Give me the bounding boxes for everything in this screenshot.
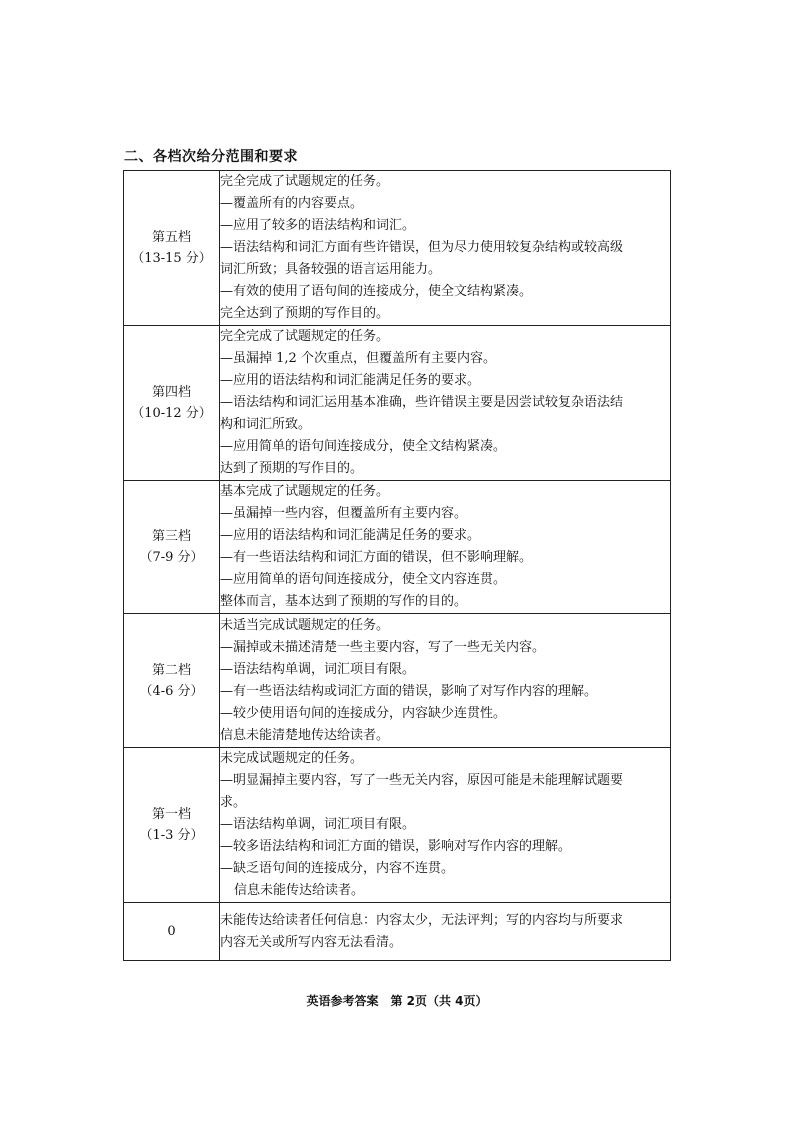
- criteria-cell: [220, 903, 671, 961]
- criteria-line: —有一些语法结构或词汇方面的错误，影响了对写作内容的理解。: [220, 683, 598, 699]
- table-row: [124, 614, 671, 748]
- criteria-line: —应用简单的语句间连接成分，使全文内容连贯。: [220, 572, 507, 587]
- criteria-line: —应用简单的语句间连接成分，使全文结构紧凑。: [220, 439, 507, 454]
- criteria-line: 基本完成了试题规定的任务。: [220, 484, 390, 499]
- criteria-line: 信息未能清楚地传达给读者。: [220, 727, 390, 743]
- criteria-line: 未能传达给读者任何信息：内容太少，无法评判；写的内容均与所要求: [220, 912, 624, 928]
- criteria-line: —语法结构和词汇方面有些许错误，但为尽力使用较复杂结构或较高级: [220, 240, 624, 255]
- level-cell: [124, 326, 220, 481]
- criteria-line: 达到了预期的写作目的。: [220, 461, 364, 476]
- criteria-line: 完全完成了试题规定的任务。: [220, 329, 390, 344]
- level-name: 第二档: [151, 662, 191, 678]
- criteria-line: —语法结构和词汇运用基本准确，些许错误主要是因尝试较复杂语法结: [220, 395, 624, 410]
- score-range: （10-12 分）: [131, 406, 212, 421]
- table-row: [124, 903, 671, 961]
- criteria-cell: [220, 171, 671, 326]
- criteria-line: —较多语法结构和词汇方面的错误，影响对写作内容的理解。: [220, 839, 572, 854]
- criteria-line: 信息未能传达给读者。: [234, 883, 365, 898]
- criteria-line: —覆盖所有的内容要点。: [220, 196, 364, 211]
- criteria-line: —明显漏掉主要内容，写了一些无关内容，原因可能是未能理解试题要: [220, 773, 624, 788]
- level-cell: [124, 481, 220, 614]
- criteria-line: —较少使用语句间的连接成分，内容缺少连贯性。: [220, 705, 507, 721]
- criteria-cell: [220, 481, 671, 614]
- criteria-line: 求。: [220, 795, 247, 810]
- criteria-line: 未适当完成试题规定的任务。: [220, 617, 390, 633]
- score-range: （7-9 分）: [139, 550, 204, 565]
- criteria-line: 整体而言，基本达到了预期的写作的目的。: [220, 594, 468, 609]
- criteria-line: —缺乏语句间的连接成分，内容不连贯。: [220, 861, 455, 876]
- criteria-line: 完全达到了预期的写作目的。: [220, 306, 390, 321]
- criteria-line: —漏掉或未描述清楚一些主要内容，写了一些无关内容。: [220, 639, 546, 655]
- level-cell: [124, 171, 220, 326]
- level-name: 0: [167, 924, 176, 939]
- table-row: [124, 171, 671, 326]
- scoring-table: [123, 170, 671, 961]
- criteria-line: —虽漏掉 1,2 个次重点，但覆盖所有主要内容。: [220, 351, 496, 366]
- criteria-line: —虽漏掉一些内容，但覆盖所有主要内容。: [220, 506, 468, 521]
- criteria-line: —应用的语法结构和词汇能满足任务的要求。: [220, 373, 481, 388]
- criteria-line: —语法结构单调，词汇项目有限。: [220, 661, 416, 677]
- table-row: [124, 326, 671, 481]
- criteria-line: 词汇所致；具备较强的语言运用能力。: [220, 262, 442, 277]
- section-title: 二、各档次给分范围和要求: [124, 149, 298, 165]
- level-name: 第五档: [151, 230, 191, 245]
- criteria-line: —应用了较多的语法结构和词汇。: [220, 218, 416, 233]
- criteria-cell: [220, 748, 671, 903]
- level-name: 第一档: [151, 807, 191, 822]
- criteria-cell: [220, 326, 671, 481]
- table-row: [124, 481, 671, 614]
- score-range: （13-15 分）: [131, 251, 212, 266]
- criteria-line: 内容无关或所写内容无法看清。: [220, 934, 403, 950]
- score-range: （4-6 分）: [139, 683, 204, 699]
- criteria-cell: [220, 614, 671, 748]
- criteria-line: 构和词汇所致。: [220, 417, 312, 432]
- level-cell: [124, 903, 220, 961]
- level-cell: [124, 614, 220, 748]
- level-name: 第三档: [151, 529, 191, 544]
- page-footer: 英语参考答案 第 2页（共 4页）: [306, 994, 488, 1008]
- criteria-line: —应用的语法结构和词汇能满足任务的要求。: [220, 528, 481, 543]
- criteria-line: —有一些语法结构和词汇方面的错误，但不影响理解。: [220, 550, 533, 565]
- criteria-line: 未完成试题规定的任务。: [220, 751, 364, 766]
- criteria-line: —有效的使用了语句间的连接成分，使全文结构紧凑。: [220, 284, 533, 299]
- criteria-line: 完全完成了试题规定的任务。: [220, 174, 390, 189]
- level-name: 第四档: [151, 385, 191, 400]
- level-cell: [124, 748, 220, 903]
- criteria-line: —语法结构单调，词汇项目有限。: [220, 817, 416, 832]
- score-range: （1-3 分）: [139, 828, 204, 843]
- table-row: [124, 748, 671, 903]
